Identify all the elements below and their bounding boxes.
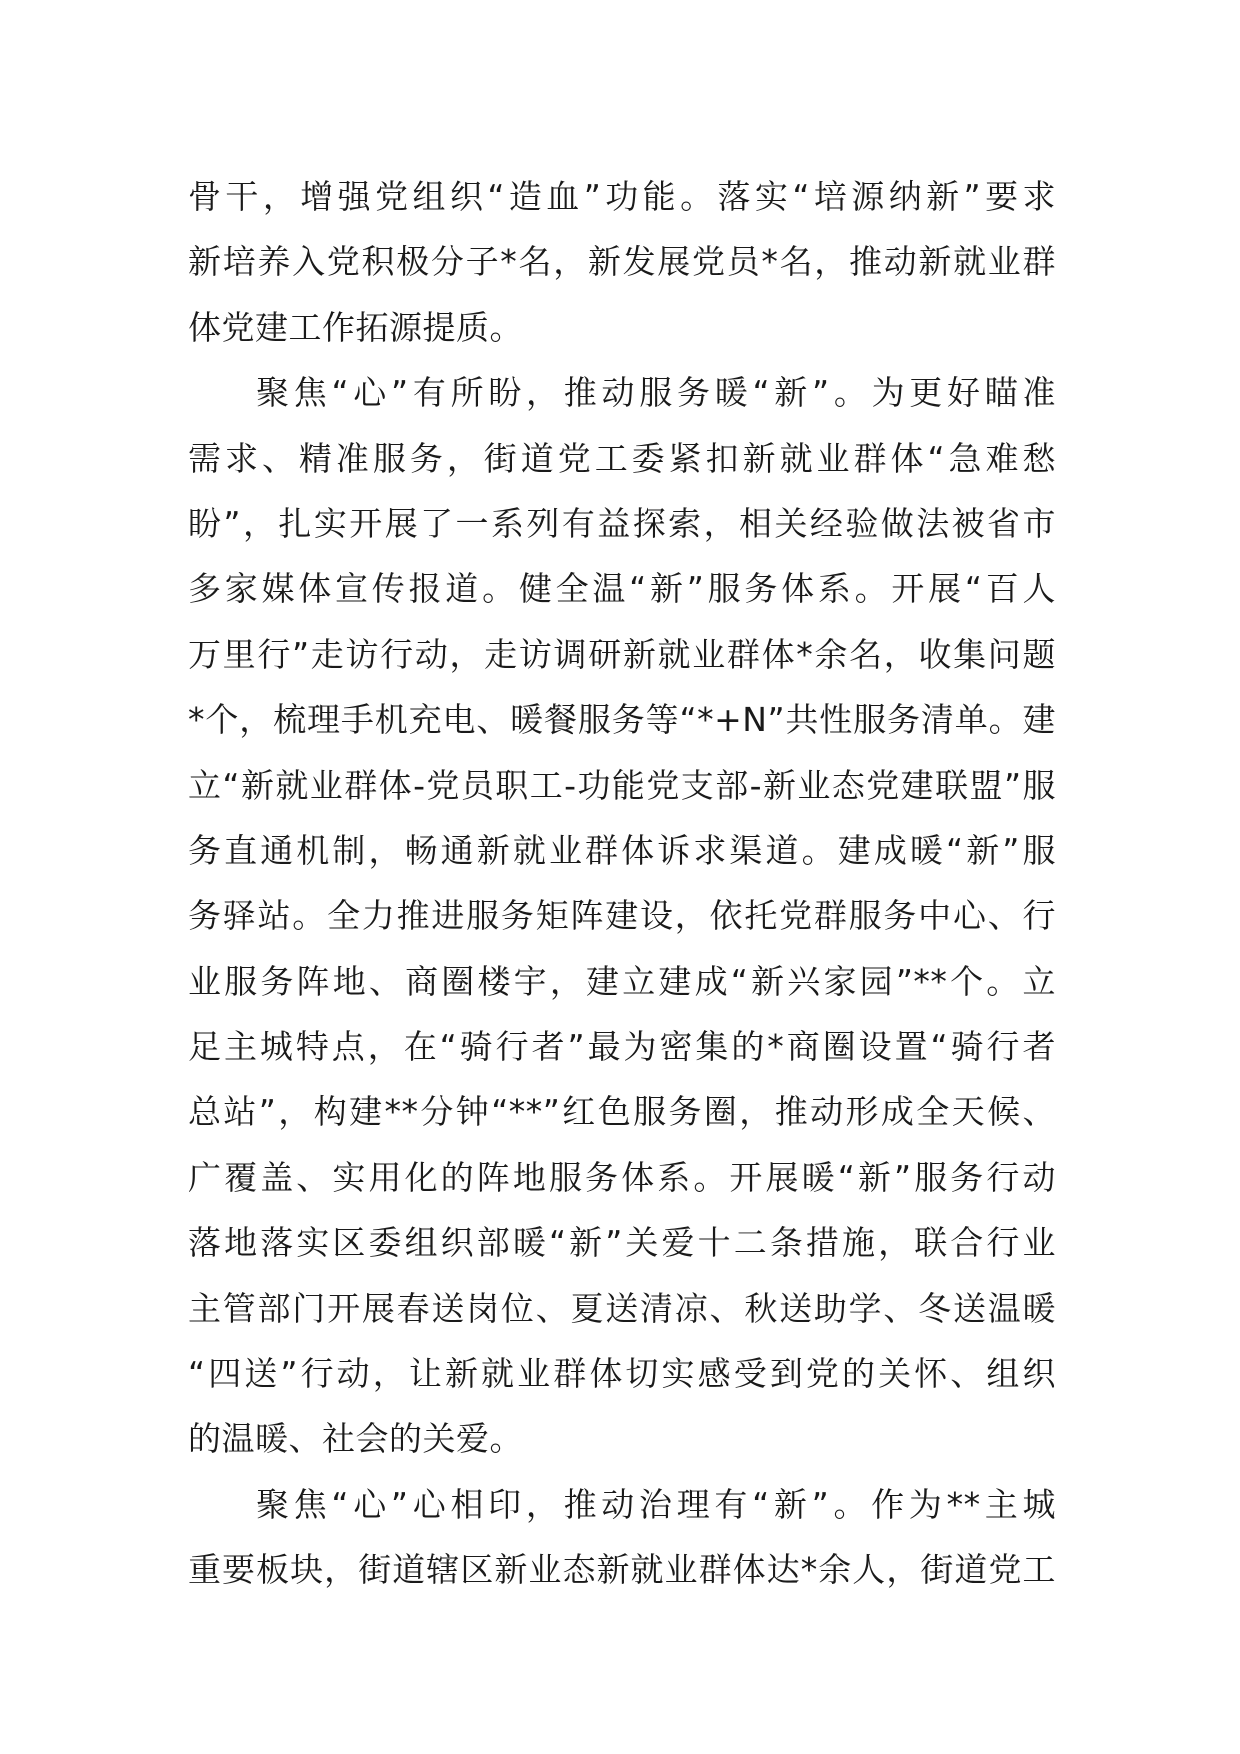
text-line: 业服务阵地、商圈楼宇，建立建成“新兴家园”**个。立 [188,961,1056,1001]
text-line: “四送”行动，让新就业群体切实感受到党的关怀、组织 [188,1354,1056,1394]
text-line: 务直通机制，畅通新就业群体诉求渠道。建成暖“新”服 [188,830,1056,870]
text-line: 足主城特点，在“骑行者”最为密集的*商圈设置“骑行者 [188,1027,1056,1067]
text-line: 落地落实区委组织部暖“新”关爱十二条措施，联合行业 [188,1223,1056,1263]
text-line: 需求、精准服务，街道党工委紧扣新就业群体“急难愁 [188,438,1056,478]
paragraph-first-line: 聚焦“心”有所盼，推动服务暖“新”。为更好瞄准 [256,373,1056,413]
document-body [188,164,1056,1603]
paragraph-first-line: 聚焦“心”心相印，推动治理有“新”。作为**主城 [256,1484,1056,1524]
text-line: 的温暖、社会的关爱。 [188,1419,523,1459]
text-line: 新培养入党积极分子*名，新发展党员*名，推动新就业群 [188,242,1056,282]
text-line: 务驿站。全力推进服务矩阵建设，依托党群服务中心、行 [188,896,1056,936]
text-line: 万里行”走访行动，走访调研新就业群体*余名，收集问题 [188,634,1056,674]
text-line: 总站”，构建**分钟“**”红色服务圈，推动形成全天候、 [188,1092,1056,1132]
text-line: 多家媒体宣传报道。健全温“新”服务体系。开展“百人 [188,569,1056,609]
text-line: 主管部门开展春送岗位、夏送清凉、秋送助学、冬送温暖 [188,1288,1056,1328]
text-line: 骨干，增强党组织“造血”功能。落实“培源纳新”要求 [188,177,1056,216]
text-line: 盼”，扎实开展了一系列有益探索，相关经验做法被省市 [188,503,1056,543]
text-line: 立“新就业群体-党员职工-功能党支部-新业态党建联盟”服 [188,765,1056,805]
text-line: 广覆盖、实用化的阵地服务体系。开展暖“新”服务行动 [188,1157,1056,1197]
text-line: 重要板块，街道辖区新业态新就业群体达*余人，街道党工 [188,1550,1056,1590]
text-line: *个，梳理手机充电、暖餐服务等“*+N”共性服务清单。建 [188,700,1056,740]
text-line: 体党建工作拓源提质。 [188,307,523,347]
